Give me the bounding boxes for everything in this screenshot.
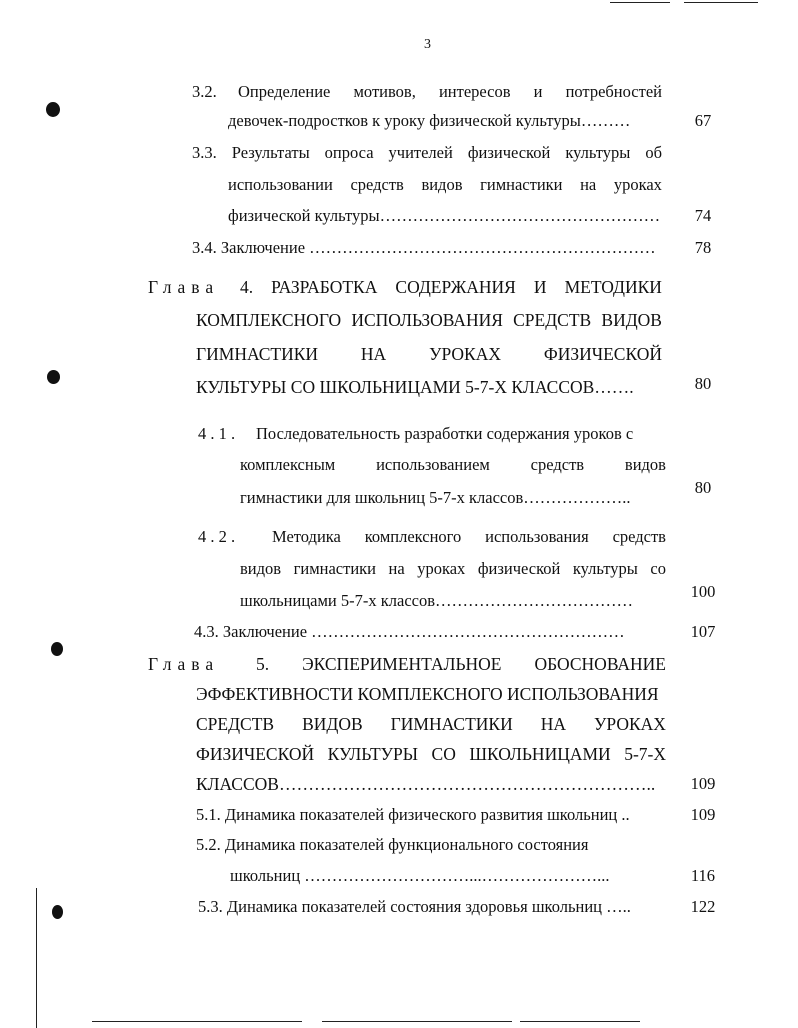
toc-line (272, 527, 666, 547)
toc-word: со (650, 559, 666, 578)
toc-word: средств (530, 455, 585, 474)
toc-word: и (533, 82, 543, 101)
punch-hole-mark (46, 102, 60, 117)
toc-word: использования (485, 527, 589, 546)
toc-word: 5-7-Х (624, 744, 666, 764)
toc-word: уроках (417, 559, 466, 578)
toc-word: Определение (238, 82, 331, 101)
toc-line: девочек-подростков к уроку физической культуры……… (228, 111, 631, 130)
toc-word: об (645, 143, 662, 162)
chapter-title-line: КУЛЬТУРЫ СО ШКОЛЬНИЦАМИ 5-7-Х КЛАССОВ……. (196, 377, 634, 397)
punch-hole-mark (52, 905, 63, 919)
toc-word: ФИЗИЧЕСКОЙ (196, 744, 315, 764)
toc-word: УРОКАХ (429, 344, 501, 364)
toc-word: опроса (324, 143, 374, 162)
toc-page-number: 80 (694, 478, 712, 497)
chapter-title-line (196, 344, 662, 365)
toc-word: комплексным (240, 455, 336, 474)
toc-word: СРЕДСТВ (513, 310, 592, 330)
toc-number: 4 . 1 . (198, 424, 236, 443)
toc-word: использовании (228, 175, 333, 194)
toc-word: интересов (438, 82, 511, 101)
scan-line (520, 1021, 640, 1022)
chapter-title-line (240, 277, 662, 298)
toc-word: КУЛЬТУРЫ (327, 744, 419, 764)
toc-number: 3.2. (192, 82, 217, 101)
toc-page-number: 122 (690, 897, 716, 916)
toc-word: потребностей (565, 82, 662, 101)
toc-word: физической (477, 559, 561, 578)
page-number: 3 (424, 37, 431, 52)
toc-page-number: 100 (690, 582, 716, 601)
toc-word: учителей (388, 143, 453, 162)
toc-line: 5.2. Динамика показателей функционального состояния (196, 835, 589, 854)
toc-page-number: 107 (690, 622, 716, 641)
toc-word: ШКОЛЬНИЦАМИ (469, 744, 611, 764)
scan-line (92, 1021, 302, 1022)
toc-word: культуры (572, 559, 638, 578)
toc-word: 5. (256, 654, 270, 674)
chapter-label: Глава (148, 654, 220, 674)
toc-word: ОБОСНОВАНИЕ (534, 654, 666, 674)
toc-word: ВИДОВ (601, 310, 662, 330)
toc-word: средств (612, 527, 666, 546)
chapter-title-line (196, 744, 666, 765)
toc-word: ГИМНАСТИКИ (196, 344, 319, 364)
toc-word: УРОКАХ (594, 714, 666, 734)
toc-word: 3.3. (192, 143, 217, 162)
scan-line (322, 1021, 512, 1022)
toc-word: ЭКСПЕРИМЕНТАЛЬНОЕ (302, 654, 502, 674)
toc-word: НА (360, 344, 387, 364)
toc-word: видов (240, 559, 282, 578)
toc-line: физической культуры…………………………………………… (228, 206, 661, 225)
chapter-label: Глава (148, 277, 220, 297)
toc-word: гимнастики (480, 175, 563, 194)
toc-word: И (533, 277, 547, 297)
toc-word: ИСПОЛЬЗОВАНИЯ (351, 310, 503, 330)
toc-page-number: 74 (694, 206, 712, 225)
toc-word: ВИДОВ (302, 714, 363, 734)
toc-word: РАЗРАБОТКА (271, 277, 378, 297)
toc-word: ГИМНАСТИКИ (390, 714, 513, 734)
chapter-title-line: ЭФФЕКТИВНОСТИ КОМПЛЕКСНОГО ИСПОЛЬЗОВАНИЯ (196, 684, 659, 704)
toc-line: Последовательность разработки содержания уроков с (256, 424, 634, 443)
toc-word: видов (421, 175, 463, 194)
toc-number: 4 . 2 . (198, 527, 236, 546)
toc-line (240, 455, 666, 475)
toc-word: на (388, 559, 405, 578)
toc-line: 3.4. Заключение ……………………………………………………… (192, 238, 656, 257)
chapter-title-line (256, 654, 666, 675)
chapter-title-line (196, 714, 666, 735)
toc-word: средств (350, 175, 404, 194)
toc-line: гимнастики для школьниц 5-7-х классов……………….. (240, 488, 631, 507)
toc-line: 5.3. Динамика показателей состояния здоровья школьниц ….. (198, 897, 631, 916)
toc-word: видов (624, 455, 666, 474)
toc-line: 5.1. Динамика показателей физического развития школьниц .. (196, 805, 630, 824)
toc-word: 4. (240, 277, 254, 297)
chapter-title-line: КЛАССОВ……………………………………………………….. (196, 774, 656, 794)
toc-word: МЕТОДИКИ (564, 277, 662, 297)
toc-line (240, 559, 666, 579)
toc-word: на (580, 175, 597, 194)
toc-page-number: 109 (690, 774, 716, 793)
toc-page-number: 67 (694, 111, 712, 130)
scan-line (684, 2, 758, 3)
toc-word: гимнастики (293, 559, 376, 578)
toc-word: СРЕДСТВ (196, 714, 275, 734)
binding-line (36, 888, 37, 1028)
punch-hole-mark (51, 642, 63, 656)
toc-line (228, 175, 662, 195)
toc-word: уроках (613, 175, 662, 194)
toc-word: СОДЕРЖАНИЯ (395, 277, 516, 297)
toc-word: комплексного (364, 527, 462, 546)
chapter-title-line (196, 310, 662, 331)
toc-line (192, 143, 662, 163)
toc-word: КОМПЛЕКСНОГО (196, 310, 342, 330)
toc-word: СО (431, 744, 456, 764)
toc-line: школьниц …………………………...…………………... (230, 866, 610, 885)
toc-word: НА (540, 714, 566, 734)
toc-page-number: 116 (690, 866, 716, 885)
toc-page-number: 78 (694, 238, 712, 257)
toc-page-number: 80 (694, 374, 712, 393)
toc-word: мотивов, (353, 82, 416, 101)
scan-line (610, 2, 670, 3)
toc-line (238, 82, 662, 102)
toc-word: использованием (376, 455, 490, 474)
toc-word: Результаты (231, 143, 310, 162)
toc-word: физической (467, 143, 551, 162)
toc-word: культуры (565, 143, 631, 162)
toc-word: ФИЗИЧЕСКОЙ (543, 344, 662, 364)
toc-word: Методика (272, 527, 341, 546)
toc-page-number: 109 (690, 805, 716, 824)
punch-hole-mark (47, 370, 60, 384)
toc-line: 4.3. Заключение ………………………………………………… (194, 622, 625, 641)
toc-line: школьницами 5-7-х классов……………………………… (240, 591, 634, 610)
